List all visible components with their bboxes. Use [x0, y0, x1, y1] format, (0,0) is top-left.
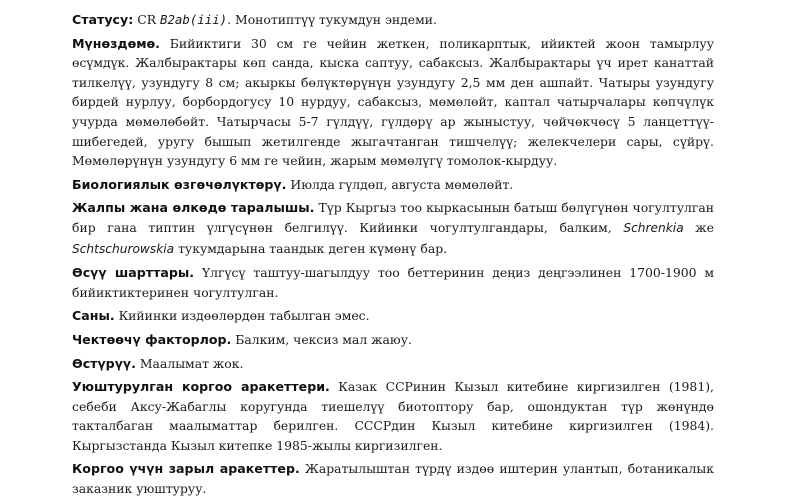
- population-paragraph: [72, 306, 714, 326]
- measures-label: Коргоо үчүн зарыл аракеттер.: [72, 461, 300, 477]
- biology-paragraph: [72, 175, 714, 195]
- cultivation-text: Маалымат жок.: [139, 355, 244, 371]
- distribution-text-1: Түр Кыргыз тоо кыркасынын батыш бөлүгүнөн чогултулган бир гана типтин үлгүсүнөн белгилүү. Кийинки чогултулгандары, балким,: [72, 200, 714, 235]
- conservation-paragraph: [72, 377, 714, 455]
- distribution-text-3: тукумдарына таандык деген күмөнү бар.: [174, 240, 448, 256]
- conservation-text: Казак ССРинин Кызыл китебине киргизилген (1981), себеби Аксу-Жабаглы коругунда тиешелүү биотоптору бар, ошондуктан түр жөнүндө такталбаган маалыматтар берилген. СССРдин Кызыл китебине киргизилген (1984). Кыргызстанда Кызыл китепке 1985-жылы киргизилген.: [72, 379, 714, 453]
- threats-text: Балким, чексиз мал жаюу.: [235, 331, 412, 347]
- population-text: Кийинки издөөлөрдөн табылган эмес.: [118, 308, 370, 324]
- distribution-paragraph: [72, 198, 714, 259]
- biology-text: Июлда гүлдөп, августа мөмөлөйт.: [290, 176, 514, 192]
- threats-paragraph: [72, 330, 714, 350]
- cultivation-label: Өстүрүү.: [72, 355, 136, 371]
- conservation-label: Уюштурулган коргоо аракеттери.: [72, 379, 330, 395]
- distribution-label: Жалпы жана өлкөдө таралышы.: [72, 200, 315, 216]
- status-label: Статусу:: [72, 12, 134, 27]
- measures-paragraph: [72, 459, 714, 498]
- cultivation-paragraph: [72, 354, 714, 374]
- distribution-text-2: же: [683, 219, 715, 235]
- biology-label: Биологиялык өзгөчөлүктөрү.: [72, 176, 287, 192]
- genus-schtschurowskia: Schtschurowskia: [72, 241, 175, 256]
- genus-schrenkia: Schrenkia: [623, 220, 684, 235]
- description-label: Мүнөздөмө.: [72, 35, 160, 51]
- threats-label: Чектөөчү факторлор.: [72, 331, 232, 347]
- status-criteria: B2ab(iii): [159, 12, 228, 27]
- habitat-paragraph: [72, 263, 714, 302]
- habitat-text: Үлгүсү таштуу-шагылдуу тоо беттеринин деңиз деңгээлинен 1700-1900 м бийиктиктеринен чогултулган.: [72, 265, 714, 300]
- description-paragraph: [72, 34, 714, 171]
- status-text: . Монотиптүү тукумдун эндеми.: [227, 12, 437, 27]
- measures-text: Жаратылыштан түрдү издөө иштерин улантып, ботаникалык заказник уюштуруу.: [72, 461, 714, 497]
- population-label: Саны.: [72, 308, 115, 324]
- status-category: CR: [137, 12, 157, 27]
- status-paragraph: [72, 10, 714, 30]
- species-description-page: [72, 10, 714, 503]
- habitat-label: Өсүү шарттары.: [72, 265, 195, 281]
- description-text: Бийиктиги 30 см ге чейин жеткен, поликарптык, ийиктей жоон тамырлуу өсүмдүк. Жалбырактары көп санда, кыска саптуу, сабаксыз. Жалбырактары үч ирет канаттай тилкелүү, узундугу 8 см; акыркы бөлүктөрүнүн узундугу 2,5 мм ден ашпайт. Чатыры узундугу бирдей нурлуу, борбордогусу 10 нурдуу, сабаксыз, мөмөлөйт, каптал чатырчалары көпчүлүк учурда мөмөлөбөйт. Чатырчасы 5-7 гүлдүү, гүлдөрү ар жыныстуу, чөйчөкчөсү 5 ланцеттүү-шибегедей, уругу бышып жетилгенде жыгачтанган тишчелүү; желекчелери сары, сүйрү. Мөмөлөрүнүн узундугу 6 мм ге чейин, жарым мөмөлүгү томолок-кырдуу.: [72, 35, 714, 169]
